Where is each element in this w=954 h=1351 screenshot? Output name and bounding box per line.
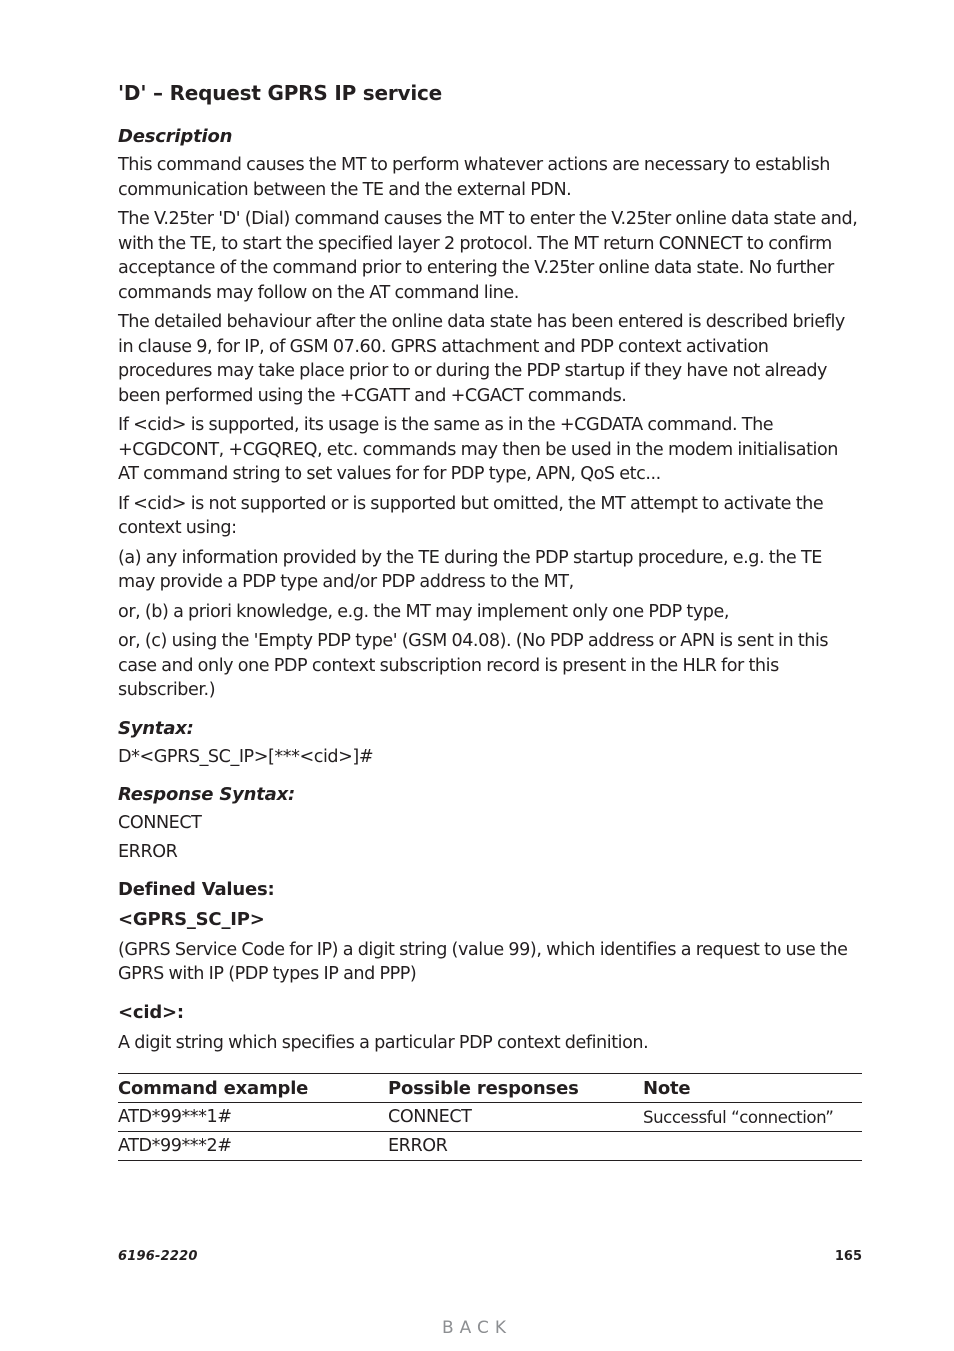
gprs-sc-ip-text: (GPRS Service Code for IP) a digit string (value 99), which identifies a request to use the GPRS with IP (PDP types IP and PPP) <box>118 939 848 984</box>
page-content <box>118 78 862 1161</box>
column-header: Command example <box>118 1077 309 1099</box>
defined-values-heading: Defined Values: <box>118 878 275 900</box>
paragraph: If <cid> is supported, its usage is the same as in the +CGDATA command. The +CGDCONT, +CGQREQ, etc. commands may then be used in the modem initialisation AT command string to set values for for PDP type, APN, QoS etc... <box>118 415 838 484</box>
column-header: Possible responses <box>388 1077 579 1099</box>
column-header: Note <box>643 1077 691 1099</box>
paragraph: If <cid> is not supported or is supported but omitted, the MT attempt to activate the context using: <box>118 493 824 538</box>
paragraph: or, (c) using the 'Empty PDP type' (GSM 04.08). (No PDP address or APN is sent in this case and only one PDP context subscription record is present in the HLR for this subscriber.) <box>118 631 829 700</box>
table-cell-command: ATD*99***1# <box>118 1107 232 1127</box>
cid-heading: <cid>: <box>118 1001 184 1023</box>
table-cell-note: Successful “connection” <box>643 1107 834 1127</box>
cid-text: A digit string which specifies a particular PDP context definition. <box>118 1032 649 1053</box>
response-connect: CONNECT <box>118 812 202 833</box>
table-cell-note <box>643 1132 862 1161</box>
paragraph: or, (b) a priori knowledge, e.g. the MT may implement only one PDP type, <box>118 601 730 622</box>
table-header-row <box>118 1074 862 1103</box>
document-number: 6196-2220 <box>118 1249 198 1264</box>
table-row <box>118 1132 862 1161</box>
table-cell-command: ATD*99***2# <box>118 1136 232 1156</box>
page-title: 'D' – Request GPRS IP service <box>118 81 443 105</box>
back-link[interactable]: BACK <box>441 1318 512 1338</box>
response-error: ERROR <box>118 841 178 862</box>
command-example-table <box>118 1073 862 1161</box>
paragraph: The detailed behaviour after the online data state has been entered is described briefly in clause 9, for IP, of GSM 07.60. GPRS attachment and PDP context activation procedures may take place prior to or during the PDP startup if they have not already been performed using the +CGATT and +CGACT commands. <box>118 312 845 406</box>
paragraph: (a) any information provided by the TE during the PDP startup procedure, e.g. the TE may provide a PDP type and/or PDP address to the MT, <box>118 547 822 592</box>
paragraph: This command causes the MT to perform whatever actions are necessary to establish communication between the TE and the external PDN. <box>118 155 831 200</box>
table-cell-response: CONNECT <box>388 1107 472 1127</box>
syntax-value: D*<GPRS_SC_IP>[***<cid>]# <box>118 746 374 767</box>
description-heading: Description <box>118 126 233 147</box>
page-number: 165 <box>834 1249 862 1264</box>
response-syntax-heading: Response Syntax: <box>118 783 296 805</box>
gprs-sc-ip-heading: <GPRS_SC_IP> <box>118 908 265 930</box>
table-cell-response: ERROR <box>388 1136 448 1156</box>
paragraph: The V.25ter 'D' (Dial) command causes the MT to enter the V.25ter online data state and, with the TE, to start the specified layer 2 protocol. The MT return CONNECT to confirm acceptance of the command prior to entering the V.25ter online data state. No further commands may follow on the AT command line. <box>118 209 858 303</box>
syntax-heading: Syntax: <box>118 717 194 739</box>
table-row <box>118 1103 862 1132</box>
